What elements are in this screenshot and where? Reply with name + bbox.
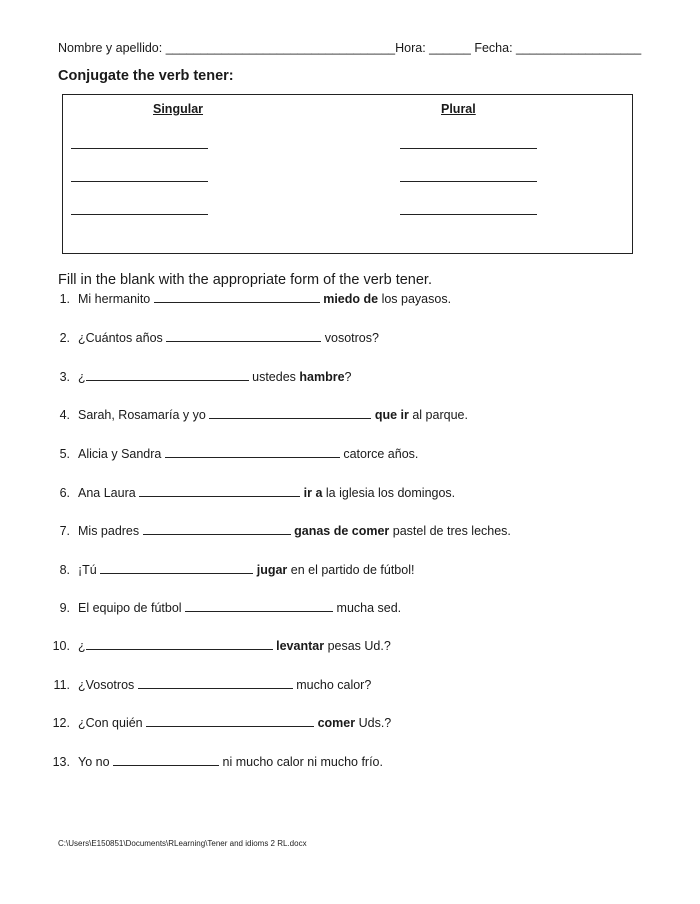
singular-blank-3[interactable] — [71, 214, 208, 215]
exercise-item-3: 3. ¿ ustedes hambre? — [59, 370, 352, 384]
exercise-item-4: 4. Sarah, Rosamaría y yo que ir al parque. — [59, 408, 468, 422]
answer-blank[interactable] — [209, 407, 371, 419]
answer-blank[interactable] — [143, 523, 291, 535]
plural-blank-2[interactable] — [400, 181, 537, 182]
exercise-item-10: 10. ¿ levantar pesas Ud.? — [52, 639, 391, 653]
answer-blank[interactable] — [86, 369, 249, 381]
name-hour-date-line: Nombre y apellido: _________________________________Hora: ______ Fecha: __________________ — [58, 41, 642, 55]
conjugation-box — [62, 94, 633, 254]
answer-blank[interactable] — [166, 330, 321, 342]
singular-blank-2[interactable] — [71, 181, 208, 182]
answer-blank[interactable] — [113, 754, 219, 766]
exercise-item-12: 12. ¿Con quién comer Uds.? — [52, 716, 392, 730]
plural-blank-1[interactable] — [400, 148, 537, 149]
exercise-item-8: 8. ¡Tú jugar en el partido de fútbol! — [59, 563, 415, 577]
exercise-item-2: 2. ¿Cuántos años vosotros? — [59, 331, 379, 345]
singular-heading: Singular — [153, 102, 204, 116]
answer-blank[interactable] — [100, 562, 253, 574]
exercise-item-7: 7. Mis padres ganas de comer pastel de tres leches. — [59, 524, 511, 538]
exercise-item-1: 1. Mi hermanito miedo de los payasos. — [59, 292, 452, 306]
document-path-footer: C:\Users\E150851\Documents\RLearning\Tener and idioms 2 RL.docx — [58, 839, 307, 848]
exercise-item-5: 5. Alicia y Sandra catorce años. — [59, 447, 419, 461]
answer-blank[interactable] — [146, 715, 314, 727]
plural-blank-3[interactable] — [400, 214, 537, 215]
exercise-item-11: 11. ¿Vosotros mucho calor? — [53, 678, 372, 692]
section-title-conjugate: Conjugate the verb tener: — [58, 68, 234, 84]
exercise-item-9: 9. El equipo de fútbol mucha sed. — [59, 601, 402, 615]
exercise-item-6: 6. Ana Laura ir a la iglesia los domingos. — [59, 486, 456, 500]
answer-blank[interactable] — [138, 677, 293, 689]
answer-blank[interactable] — [139, 485, 300, 497]
answer-blank[interactable] — [154, 291, 320, 303]
exercise-item-13: 13. Yo no ni mucho calor ni mucho frío. — [52, 755, 383, 769]
answer-blank[interactable] — [86, 638, 273, 650]
answer-blank[interactable] — [165, 446, 340, 458]
answer-blank[interactable] — [185, 600, 333, 612]
fill-in-instructions: Fill in the blank with the appropriate form of the verb tener. — [58, 272, 432, 288]
singular-blank-1[interactable] — [71, 148, 208, 149]
plural-heading: Plural — [441, 102, 476, 116]
